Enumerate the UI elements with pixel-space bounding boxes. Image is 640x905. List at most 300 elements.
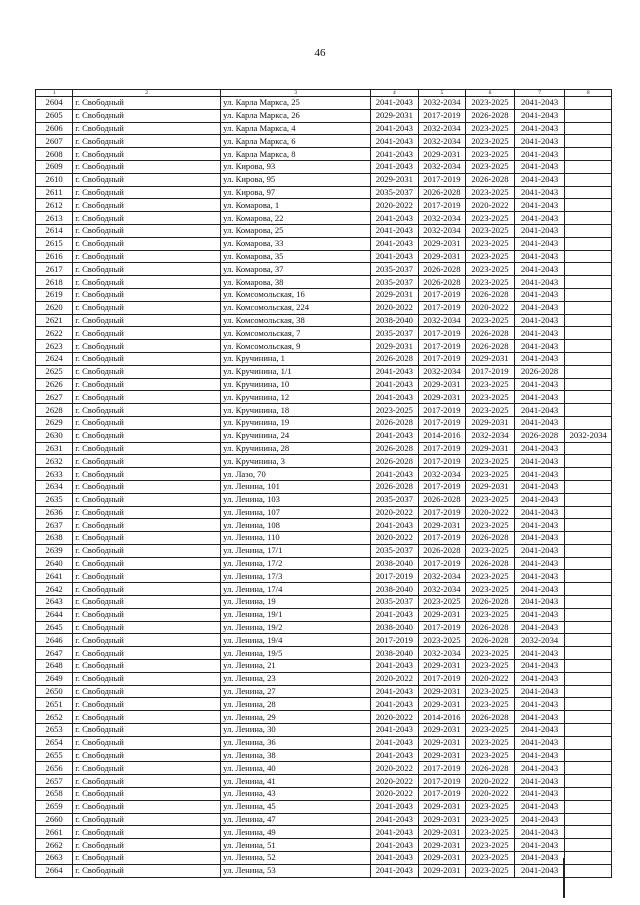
period-col8 — [565, 480, 612, 493]
period-col7: 2041-2043 — [514, 109, 565, 122]
period-col6: 2023-2025 — [466, 378, 515, 391]
period-col7: 2041-2043 — [514, 442, 565, 455]
table-row — [36, 263, 612, 276]
table-row — [36, 199, 612, 212]
city-cell: г. Свободный — [73, 839, 221, 852]
period-col6: 2020-2022 — [466, 199, 515, 212]
row-number: 2638 — [36, 532, 73, 545]
period-col4: 2041-2043 — [371, 839, 419, 852]
period-col8 — [565, 301, 612, 314]
period-col6: 2020-2022 — [466, 506, 515, 519]
address-cell: ул. Ленина, 30 — [221, 724, 371, 737]
table-row — [36, 736, 612, 749]
address-cell: ул. Кручинина, 18 — [221, 404, 371, 417]
period-col5: 2029-2031 — [418, 148, 466, 161]
row-number: 2656 — [36, 762, 73, 775]
table-row — [36, 327, 612, 340]
period-col8 — [565, 160, 612, 173]
table-row — [36, 557, 612, 570]
address-cell: ул. Карла Маркса, 4 — [221, 122, 371, 135]
period-col4: 2041-2043 — [371, 749, 419, 762]
period-col5: 2017-2019 — [418, 762, 466, 775]
period-col7: 2041-2043 — [514, 685, 565, 698]
address-cell: ул. Ленина, 101 — [221, 480, 371, 493]
table-row — [36, 186, 612, 199]
period-col5: 2026-2028 — [418, 276, 466, 289]
period-col6: 2026-2028 — [466, 532, 515, 545]
table-row — [36, 570, 612, 583]
address-cell: ул. Ленина, 40 — [221, 762, 371, 775]
city-cell: г. Свободный — [73, 596, 221, 609]
column-number: 2 — [73, 90, 221, 97]
period-col5: 2017-2019 — [418, 672, 466, 685]
period-col6: 2023-2025 — [466, 826, 515, 839]
period-col7: 2041-2043 — [514, 839, 565, 852]
period-col7: 2026-2028 — [514, 429, 565, 442]
period-col6: 2026-2028 — [466, 634, 515, 647]
row-number: 2657 — [36, 775, 73, 788]
period-col5: 2032-2034 — [418, 160, 466, 173]
city-cell: г. Свободный — [73, 378, 221, 391]
period-col7: 2041-2043 — [514, 736, 565, 749]
row-number: 2611 — [36, 186, 73, 199]
period-col6: 2023-2025 — [466, 839, 515, 852]
address-cell: ул. Кручинина, 3 — [221, 455, 371, 468]
period-col8 — [565, 212, 612, 225]
address-cell: ул. Ленина, 51 — [221, 839, 371, 852]
period-col8 — [565, 455, 612, 468]
period-col7: 2041-2043 — [514, 455, 565, 468]
period-col4: 2035-2037 — [371, 596, 419, 609]
period-col4: 2038-2040 — [371, 557, 419, 570]
row-number: 2642 — [36, 583, 73, 596]
period-col6: 2026-2028 — [466, 173, 515, 186]
period-col5: 2026-2028 — [418, 544, 466, 557]
period-col8 — [565, 864, 612, 877]
period-col6: 2023-2025 — [466, 864, 515, 877]
period-col5: 2029-2031 — [418, 749, 466, 762]
address-cell: ул. Ленина, 27 — [221, 685, 371, 698]
period-col4: 2020-2022 — [371, 711, 419, 724]
row-number: 2627 — [36, 391, 73, 404]
period-col5: 2032-2034 — [418, 468, 466, 481]
row-number: 2643 — [36, 596, 73, 609]
period-col5: 2029-2031 — [418, 378, 466, 391]
period-col7: 2041-2043 — [514, 276, 565, 289]
period-col5: 2029-2031 — [418, 800, 466, 813]
address-cell: ул. Кручинина, 12 — [221, 391, 371, 404]
period-col7: 2041-2043 — [514, 288, 565, 301]
row-number: 2646 — [36, 634, 73, 647]
period-col4: 2038-2040 — [371, 647, 419, 660]
table-row — [36, 365, 612, 378]
period-col4: 2041-2043 — [371, 736, 419, 749]
row-number: 2628 — [36, 404, 73, 417]
table-row — [36, 724, 612, 737]
table-row — [36, 672, 612, 685]
period-col5: 2017-2019 — [418, 404, 466, 417]
city-cell: г. Свободный — [73, 455, 221, 468]
period-col7: 2041-2043 — [514, 122, 565, 135]
row-number: 2649 — [36, 672, 73, 685]
period-col6: 2023-2025 — [466, 237, 515, 250]
period-col5: 2017-2019 — [418, 109, 466, 122]
period-col8 — [565, 314, 612, 327]
row-number: 2626 — [36, 378, 73, 391]
period-col5: 2017-2019 — [418, 621, 466, 634]
table-body — [36, 90, 612, 878]
period-col5: 2032-2034 — [418, 224, 466, 237]
period-col8 — [565, 544, 612, 557]
city-cell: г. Свободный — [73, 864, 221, 877]
table-row — [36, 288, 612, 301]
address-cell: ул. Кручинина, 19 — [221, 416, 371, 429]
period-col7: 2041-2043 — [514, 404, 565, 417]
address-cell: ул. Ленина, 21 — [221, 660, 371, 673]
period-col4: 2029-2031 — [371, 340, 419, 353]
table-row — [36, 788, 612, 801]
table-row — [36, 480, 612, 493]
period-col4: 2020-2022 — [371, 762, 419, 775]
period-col6: 2029-2031 — [466, 416, 515, 429]
period-col4: 2026-2028 — [371, 442, 419, 455]
period-col5: 2017-2019 — [418, 480, 466, 493]
table-row — [36, 800, 612, 813]
address-cell: ул. Ленина, 19/2 — [221, 621, 371, 634]
table-row — [36, 404, 612, 417]
address-cell: ул. Лазо, 70 — [221, 468, 371, 481]
period-col6: 2026-2028 — [466, 327, 515, 340]
row-number: 2658 — [36, 788, 73, 801]
column-number: 5 — [418, 90, 466, 97]
period-col6: 2023-2025 — [466, 736, 515, 749]
period-col4: 2041-2043 — [371, 224, 419, 237]
period-col8 — [565, 506, 612, 519]
row-number: 2623 — [36, 340, 73, 353]
address-cell: ул. Карла Маркса, 8 — [221, 148, 371, 161]
address-cell: ул. Ленина, 47 — [221, 813, 371, 826]
column-number: 8 — [565, 90, 612, 97]
city-cell: г. Свободный — [73, 97, 221, 110]
period-col4: 2041-2043 — [371, 852, 419, 865]
period-col6: 2023-2025 — [466, 404, 515, 417]
period-col4: 2026-2028 — [371, 480, 419, 493]
table-row — [36, 173, 612, 186]
table-row — [36, 493, 612, 506]
city-cell: г. Свободный — [73, 288, 221, 301]
period-col7: 2041-2043 — [514, 340, 565, 353]
row-number: 2617 — [36, 263, 73, 276]
city-cell: г. Свободный — [73, 212, 221, 225]
period-col7: 2041-2043 — [514, 544, 565, 557]
table-row — [36, 660, 612, 673]
city-cell: г. Свободный — [73, 416, 221, 429]
address-cell: ул. Кручинина, 28 — [221, 442, 371, 455]
period-col5: 2032-2034 — [418, 122, 466, 135]
table-row — [36, 775, 612, 788]
period-col6: 2023-2025 — [466, 698, 515, 711]
period-col5: 2029-2031 — [418, 660, 466, 673]
period-col4: 2041-2043 — [371, 148, 419, 161]
period-col7: 2041-2043 — [514, 506, 565, 519]
row-number: 2635 — [36, 493, 73, 506]
period-col4: 2041-2043 — [371, 685, 419, 698]
period-col8 — [565, 800, 612, 813]
address-cell: ул. Ленина, 19 — [221, 596, 371, 609]
row-number: 2644 — [36, 608, 73, 621]
city-cell: г. Свободный — [73, 800, 221, 813]
address-cell: ул. Ленина, 45 — [221, 800, 371, 813]
period-col5: 2029-2031 — [418, 250, 466, 263]
row-number: 2614 — [36, 224, 73, 237]
period-col7: 2041-2043 — [514, 237, 565, 250]
period-col8 — [565, 416, 612, 429]
address-cell: ул. Комсомольская, 224 — [221, 301, 371, 314]
address-cell: ул. Ленина, 52 — [221, 852, 371, 865]
period-col6: 2026-2028 — [466, 711, 515, 724]
city-cell: г. Свободный — [73, 621, 221, 634]
period-col8 — [565, 711, 612, 724]
period-col8 — [565, 378, 612, 391]
period-col8 — [565, 724, 612, 737]
address-cell: ул. Кирова, 93 — [221, 160, 371, 173]
period-col7: 2041-2043 — [514, 480, 565, 493]
row-number: 2609 — [36, 160, 73, 173]
period-col5: 2032-2034 — [418, 97, 466, 110]
period-col7: 2041-2043 — [514, 493, 565, 506]
row-number: 2608 — [36, 148, 73, 161]
period-col7: 2041-2043 — [514, 148, 565, 161]
period-col6: 2017-2019 — [466, 365, 515, 378]
period-col4: 2020-2022 — [371, 788, 419, 801]
table-row — [36, 109, 612, 122]
table-row — [36, 519, 612, 532]
city-cell: г. Свободный — [73, 199, 221, 212]
period-col8 — [565, 237, 612, 250]
period-col6: 2020-2022 — [466, 301, 515, 314]
period-col8 — [565, 135, 612, 148]
city-cell: г. Свободный — [73, 250, 221, 263]
city-cell: г. Свободный — [73, 698, 221, 711]
row-number: 2640 — [36, 557, 73, 570]
period-col4: 2035-2037 — [371, 263, 419, 276]
period-col7: 2041-2043 — [514, 352, 565, 365]
period-col7: 2041-2043 — [514, 557, 565, 570]
period-col7: 2041-2043 — [514, 199, 565, 212]
table-row — [36, 583, 612, 596]
period-col4: 2041-2043 — [371, 122, 419, 135]
period-col4: 2041-2043 — [371, 212, 419, 225]
row-number: 2616 — [36, 250, 73, 263]
period-col7: 2041-2043 — [514, 749, 565, 762]
period-col8 — [565, 519, 612, 532]
period-col8 — [565, 634, 612, 647]
row-number: 2606 — [36, 122, 73, 135]
period-col4: 2041-2043 — [371, 237, 419, 250]
period-col4: 2041-2043 — [371, 160, 419, 173]
city-cell: г. Свободный — [73, 788, 221, 801]
address-cell: ул. Комарова, 33 — [221, 237, 371, 250]
table-row — [36, 685, 612, 698]
period-col5: 2029-2031 — [418, 736, 466, 749]
period-col6: 2026-2028 — [466, 621, 515, 634]
city-cell: г. Свободный — [73, 724, 221, 737]
column-number-row — [36, 90, 612, 97]
period-col4: 2041-2043 — [371, 429, 419, 442]
period-col5: 2029-2031 — [418, 698, 466, 711]
period-col5: 2029-2031 — [418, 839, 466, 852]
row-number: 2615 — [36, 237, 73, 250]
period-col5: 2017-2019 — [418, 327, 466, 340]
period-col5: 2017-2019 — [418, 301, 466, 314]
period-col8 — [565, 698, 612, 711]
column-number: 3 — [221, 90, 371, 97]
period-col5: 2029-2031 — [418, 724, 466, 737]
period-col5: 2029-2031 — [418, 852, 466, 865]
row-number: 2645 — [36, 621, 73, 634]
row-number: 2651 — [36, 698, 73, 711]
period-col6: 2023-2025 — [466, 276, 515, 289]
period-col7: 2041-2043 — [514, 608, 565, 621]
row-number: 2607 — [36, 135, 73, 148]
period-col7: 2041-2043 — [514, 583, 565, 596]
city-cell: г. Свободный — [73, 122, 221, 135]
city-cell: г. Свободный — [73, 237, 221, 250]
period-col4: 2041-2043 — [371, 250, 419, 263]
table-row — [36, 97, 612, 110]
row-number: 2634 — [36, 480, 73, 493]
period-col5: 2029-2031 — [418, 391, 466, 404]
period-col7: 2041-2043 — [514, 698, 565, 711]
period-col7: 2026-2028 — [514, 365, 565, 378]
period-col6: 2023-2025 — [466, 148, 515, 161]
period-col5: 2014-2016 — [418, 429, 466, 442]
period-col7: 2041-2043 — [514, 212, 565, 225]
period-col8 — [565, 557, 612, 570]
row-number: 2662 — [36, 839, 73, 852]
period-col6: 2032-2034 — [466, 429, 515, 442]
period-col8 — [565, 532, 612, 545]
period-col4: 2041-2043 — [371, 698, 419, 711]
row-number: 2660 — [36, 813, 73, 826]
row-number: 2605 — [36, 109, 73, 122]
period-col7: 2041-2043 — [514, 135, 565, 148]
period-col5: 2029-2031 — [418, 813, 466, 826]
period-col8 — [565, 173, 612, 186]
period-col6: 2023-2025 — [466, 263, 515, 276]
period-col8 — [565, 660, 612, 673]
row-number: 2661 — [36, 826, 73, 839]
period-col8 — [565, 288, 612, 301]
table-row — [36, 340, 612, 353]
city-cell: г. Свободный — [73, 148, 221, 161]
period-col8 — [565, 404, 612, 417]
city-cell: г. Свободный — [73, 736, 221, 749]
period-col5: 2017-2019 — [418, 557, 466, 570]
table-row — [36, 224, 612, 237]
address-cell: ул. Комсомольская, 7 — [221, 327, 371, 340]
period-col6: 2023-2025 — [466, 583, 515, 596]
period-col8: 2032-2034 — [565, 429, 612, 442]
address-cell: ул. Комсомольская, 38 — [221, 314, 371, 327]
period-col8 — [565, 775, 612, 788]
address-cell: ул. Ленина, 107 — [221, 506, 371, 519]
period-col6: 2023-2025 — [466, 186, 515, 199]
period-col6: 2023-2025 — [466, 749, 515, 762]
row-number: 2653 — [36, 724, 73, 737]
table-row — [36, 813, 612, 826]
city-cell: г. Свободный — [73, 570, 221, 583]
period-col8 — [565, 826, 612, 839]
period-col6: 2023-2025 — [466, 660, 515, 673]
table-row — [36, 506, 612, 519]
row-number: 2610 — [36, 173, 73, 186]
period-col6: 2026-2028 — [466, 340, 515, 353]
period-col8 — [565, 839, 612, 852]
city-cell: г. Свободный — [73, 263, 221, 276]
city-cell: г. Свободный — [73, 404, 221, 417]
city-cell: г. Свободный — [73, 813, 221, 826]
city-cell: г. Свободный — [73, 711, 221, 724]
period-col7: 2041-2043 — [514, 852, 565, 865]
period-col4: 2041-2043 — [371, 724, 419, 737]
period-col6: 2023-2025 — [466, 544, 515, 557]
address-cell: ул. Комарова, 22 — [221, 212, 371, 225]
period-col6: 2023-2025 — [466, 122, 515, 135]
address-cell: ул. Ленина, 43 — [221, 788, 371, 801]
period-col7: 2041-2043 — [514, 813, 565, 826]
address-cell: ул. Комсомольская, 16 — [221, 288, 371, 301]
row-number: 2654 — [36, 736, 73, 749]
period-col8 — [565, 365, 612, 378]
period-col7: 2041-2043 — [514, 570, 565, 583]
row-number: 2625 — [36, 365, 73, 378]
address-cell: ул. Карла Маркса, 25 — [221, 97, 371, 110]
period-col7: 2041-2043 — [514, 327, 565, 340]
column-number: 4 — [371, 90, 419, 97]
table-row — [36, 455, 612, 468]
period-col5: 2017-2019 — [418, 788, 466, 801]
city-cell: г. Свободный — [73, 186, 221, 199]
period-col8 — [565, 327, 612, 340]
period-col4: 2041-2043 — [371, 391, 419, 404]
address-cell: ул. Ленина, 38 — [221, 749, 371, 762]
period-col5: 2014-2016 — [418, 711, 466, 724]
city-cell: г. Свободный — [73, 775, 221, 788]
housing-repair-table — [35, 89, 612, 878]
address-cell: ул. Кирова, 97 — [221, 186, 371, 199]
address-cell: ул. Ленина, 19/1 — [221, 608, 371, 621]
period-col5: 2032-2034 — [418, 583, 466, 596]
city-cell: г. Свободный — [73, 442, 221, 455]
address-cell: ул. Ленина, 36 — [221, 736, 371, 749]
period-col5: 2017-2019 — [418, 288, 466, 301]
address-cell: ул. Кручинина, 1 — [221, 352, 371, 365]
period-col5: 2032-2034 — [418, 212, 466, 225]
period-col6: 2029-2031 — [466, 352, 515, 365]
row-number: 2659 — [36, 800, 73, 813]
period-col4: 2041-2043 — [371, 813, 419, 826]
period-col7: 2041-2043 — [514, 263, 565, 276]
period-col6: 2026-2028 — [466, 596, 515, 609]
period-col4: 2041-2043 — [371, 468, 419, 481]
period-col4: 2026-2028 — [371, 352, 419, 365]
table-row — [36, 864, 612, 877]
period-col5: 2017-2019 — [418, 442, 466, 455]
period-col5: 2029-2031 — [418, 608, 466, 621]
city-cell: г. Свободный — [73, 135, 221, 148]
period-col6: 2023-2025 — [466, 493, 515, 506]
